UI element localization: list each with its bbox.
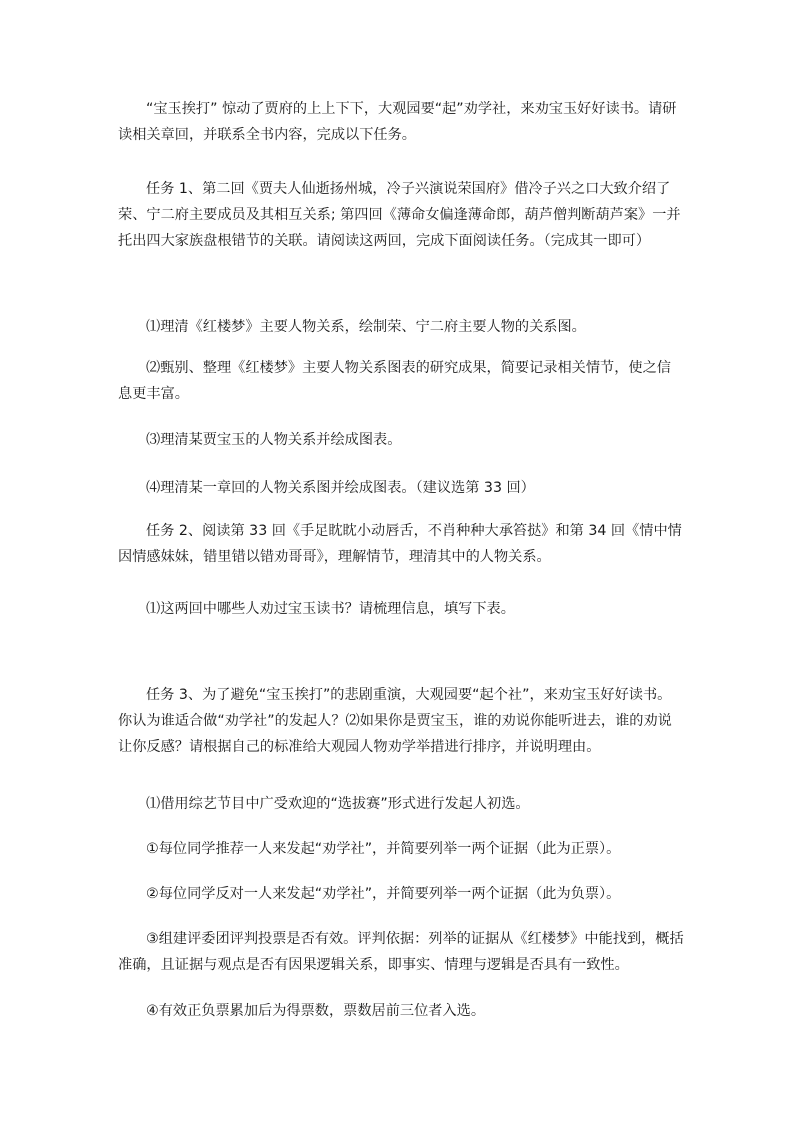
task1-item-1: ⑴理清《红楼梦》主要人物关系，绘制荣、宁二府主要人物的关系图。	[146, 319, 586, 335]
task3-sub-3: ③组建评委团评判投票是否有效。评判依据：列举的证据从《红楼梦》中能找到，概括准确，且证据与观点是否有因果逻辑关系，即事实、情理与逻辑是否具有一致性。	[118, 931, 684, 973]
task1-paragraph: 任务 1、第二回《贾夫人仙逝扬州城，冷子兴演说荣国府》借冷子兴之口大致介绍了荣、宁二府主要成员及其相互关系; 第四回《薄命女偏逢薄命郎，葫芦僧判断葫芦案》一并托出四大家族盘根错节的关联。请阅读这两回，完成下面阅读任务。（完成其一即可）	[118, 181, 681, 249]
intro-paragraph: “宝玉挨打” 惊动了贾府的上上下下，大观园要“起”劝学社，来劝宝玉好好读书。请研读相关章回，并联系全书内容，完成以下任务。	[118, 101, 677, 143]
task1-item-2: ⑵甄别、整理《红楼梦》主要人物关系图表的研究成果，简要记录相关情节，使之信息更丰富。	[118, 360, 671, 402]
task2-item-1: ⑴这两回中哪些人劝过宝玉读书？请梳理信息，填写下表。	[146, 601, 515, 617]
task3-paragraph: 任务 3、为了避免“宝玉挨打”的悲剧重演，大观园要“起个社”，来劝宝玉好好读书。你认为谁适合做“劝学社”的发起人？⑵如果你是贾宝玉，谁的劝说你能听进去，谁的劝说让你反感？请根据自己的标准给大观园人物劝学举措进行排序，并说明理由。	[118, 687, 672, 755]
task2-paragraph: 任务 2、阅读第 33 回《手足眈眈小动唇舌，不肖种种大承笞挞》和第 34 回《情中情因情感妹妹，错里错以错劝哥哥》，理解情节，理清其中的人物关系。	[118, 523, 682, 565]
task1-item-3: ⑶理清某贾宝玉的人物关系并绘成图表。	[146, 432, 402, 448]
task1-item-4: ⑷理清某一章回的人物关系图并绘成图表。（建议选第 33 回）	[146, 480, 535, 496]
task3-sub-1: ①每位同学推荐一人来发起“劝学社”，并简要列举一两个证据（此为正票）。	[146, 841, 621, 857]
task3-item-1: ⑴借用综艺节目中广受欢迎的“选拔赛”形式进行发起人初选。	[146, 796, 530, 812]
task3-sub-4: ④有效正负票累加后为得票数，票数居前三位者入选。	[146, 1003, 486, 1019]
task3-sub-2: ②每位同学反对一人来发起“劝学社”，并简要列举一两个证据（此为负票）。	[146, 886, 621, 902]
